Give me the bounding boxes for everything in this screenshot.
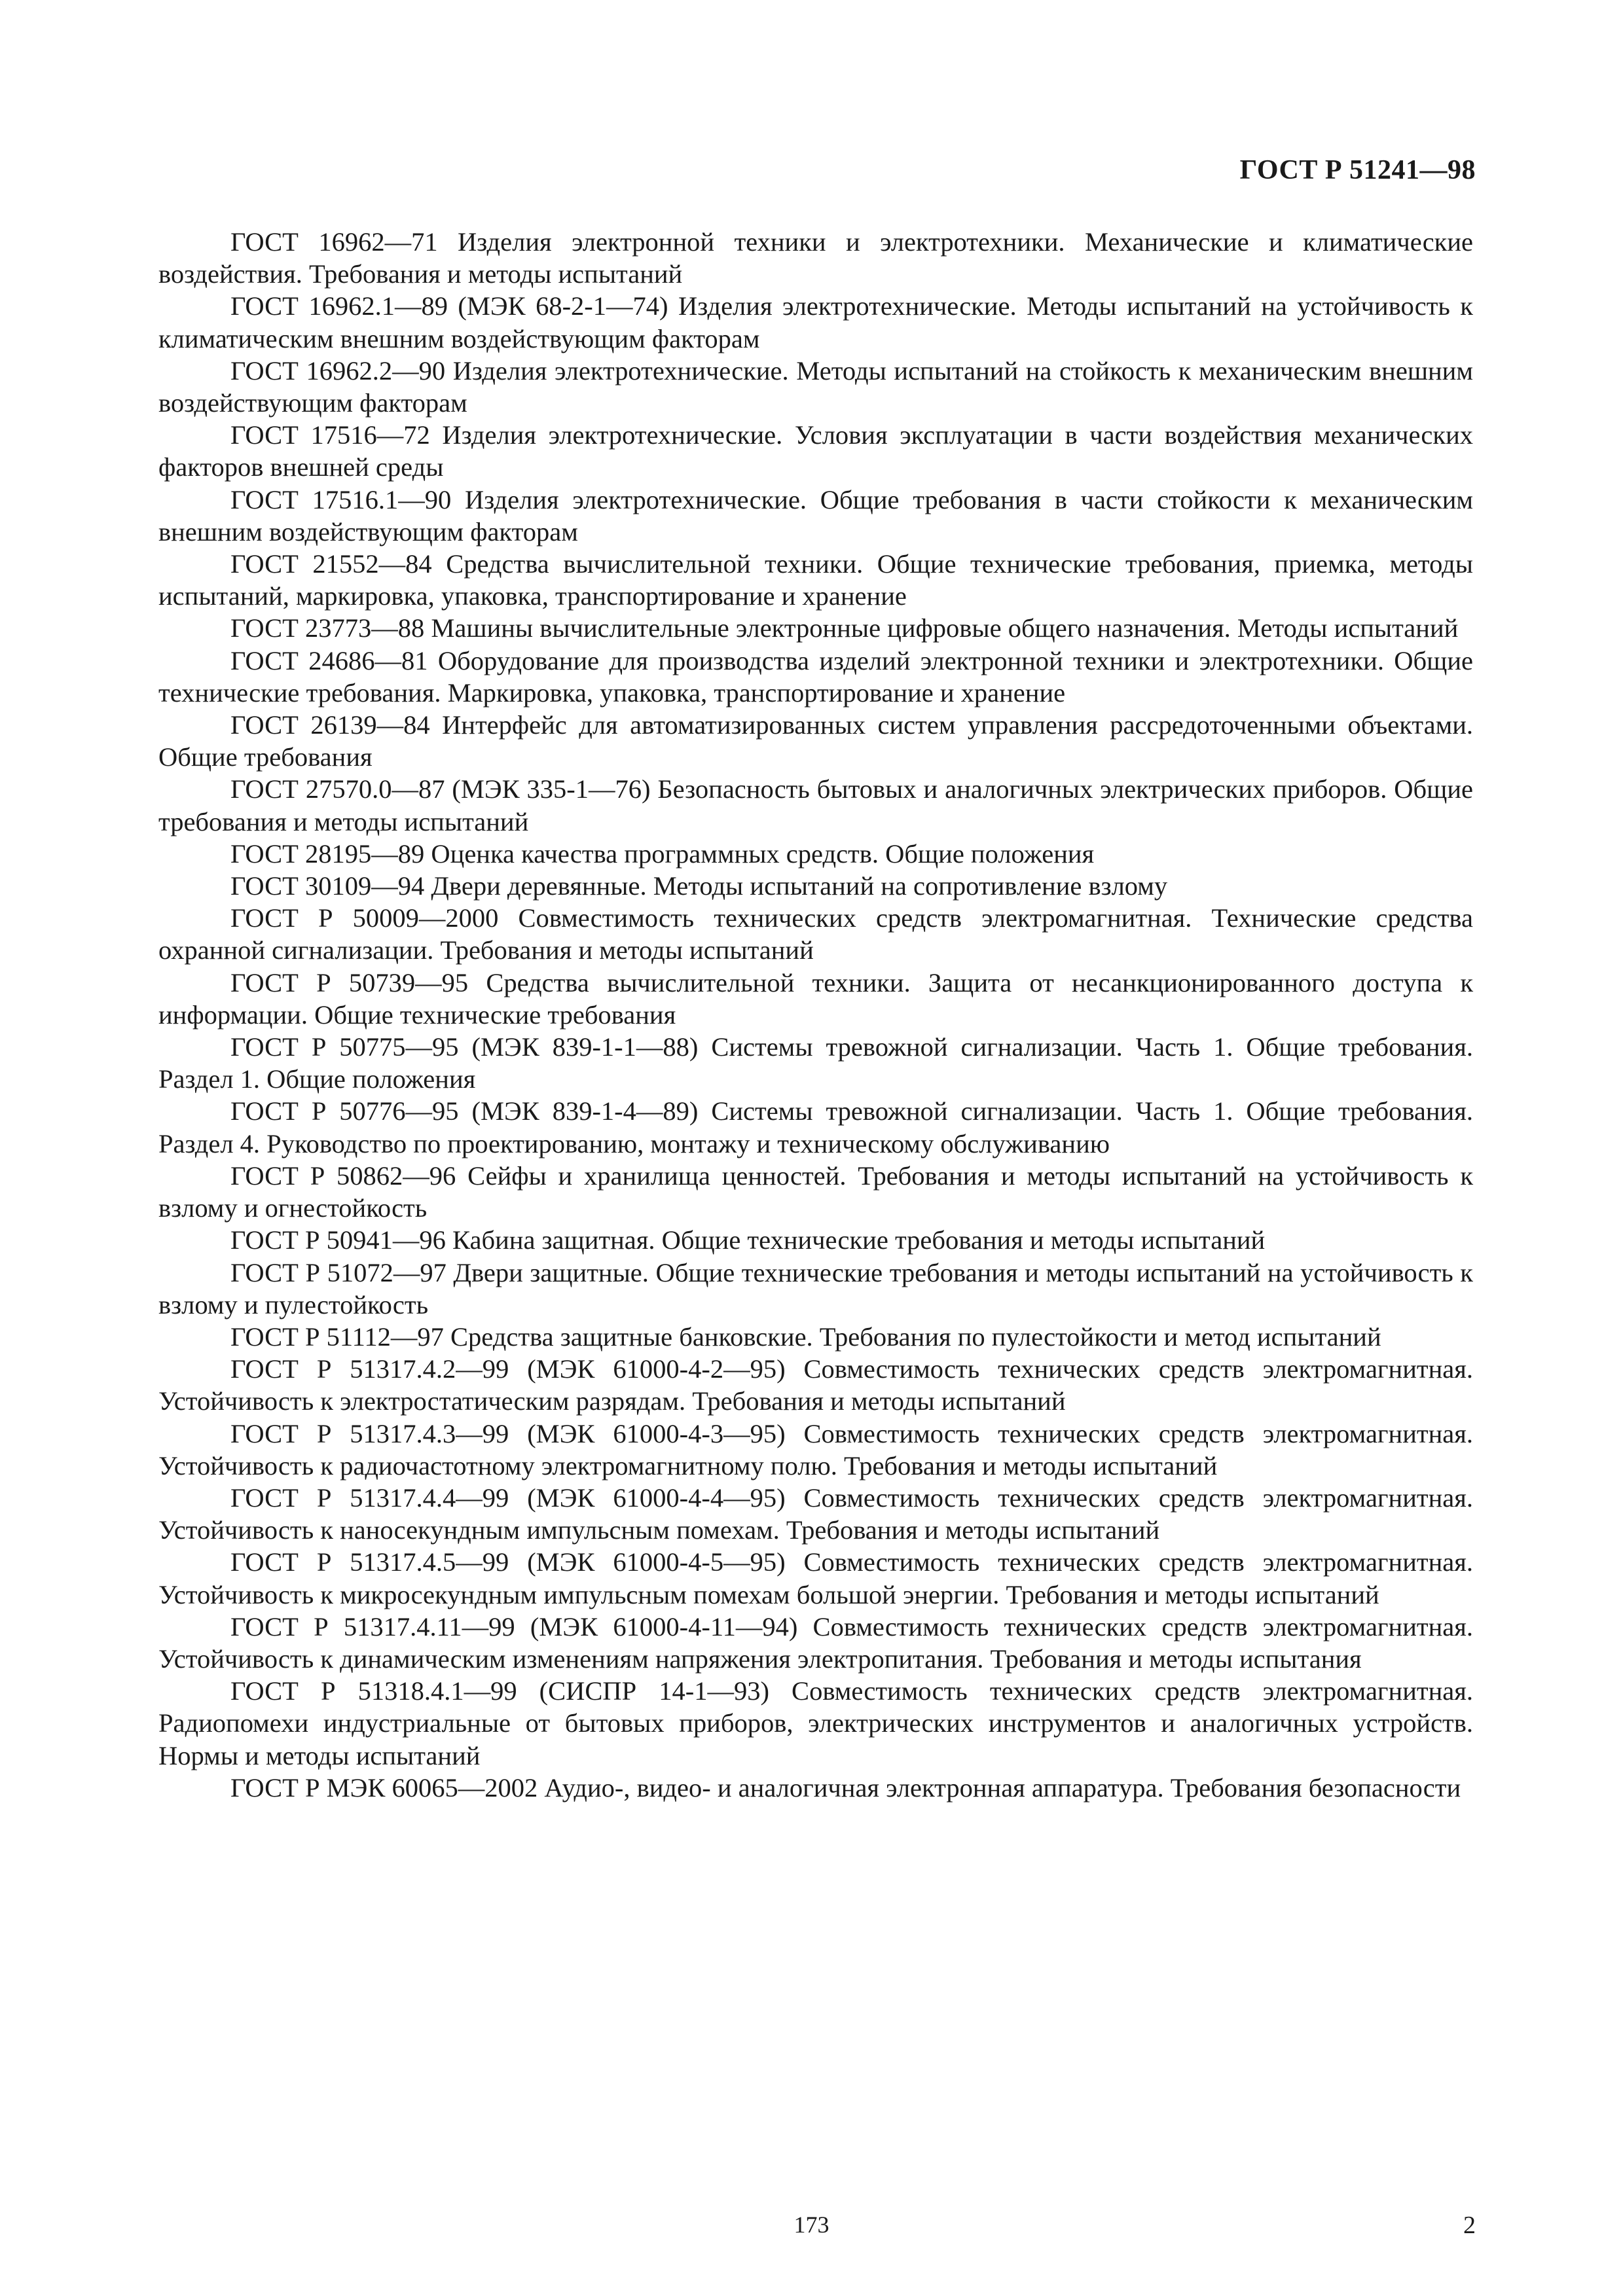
- reference-item: ГОСТ Р 51318.4.1—99 (СИСПР 14-1—93) Совместимость технических средств электромагнитная. Радиопомехи индустриальные от бытовых приборов, электрических инструментов и аналогичных устройств. Нормы и методы испытаний: [158, 1676, 1473, 1770]
- reference-item: ГОСТ Р 51317.4.3—99 (МЭК 61000-4-3—95) Совместимость технических средств электромагнитная. Устойчивость к радиочастотному электромагнитному полю. Требования и методы испытаний: [158, 1418, 1473, 1480]
- reference-item: ГОСТ Р 51317.4.4—99 (МЭК 61000-4-4—95) Совместимость технических средств электромагнитная. Устойчивость к наносекундным импульсным помехам. Требования и методы испытаний: [158, 1482, 1473, 1545]
- reference-item: ГОСТ 26139—84 Интерфейс для автоматизированных систем управления рассредоточенными объектами. Общие требования: [158, 710, 1473, 772]
- reference-item: ГОСТ 16962.1—89 (МЭК 68-2-1—74) Изделия электротехнические. Методы испытаний на устойчивость к климатическим внешним воздействующим факторам: [158, 291, 1473, 353]
- reference-item: ГОСТ 27570.0—87 (МЭК 335-1—76) Безопасность бытовых и аналогичных электрических приборов. Общие требования и методы испытаний: [158, 774, 1473, 836]
- reference-item: ГОСТ 24686—81 Оборудование для производства изделий электронной техники и электротехники. Общие технические требования. Маркировка, упаковка, транспортирование и хранение: [158, 645, 1473, 708]
- reference-item: ГОСТ 16962—71 Изделия электронной техники и электротехники. Механические и климатические воздействия. Требования и методы испытаний: [158, 227, 1473, 289]
- reference-item: ГОСТ Р 51317.4.2—99 (МЭК 61000-4-2—95) Совместимость технических средств электромагнитная. Устойчивость к электростатическим разрядам. Требования и методы испытаний: [158, 1354, 1473, 1416]
- reference-list: [158, 226, 1473, 1804]
- sheet-number: 2: [1463, 2212, 1476, 2239]
- reference-item: ГОСТ Р 50862—96 Сейфы и хранилища ценностей. Требования и методы испытаний на устойчивость к взлому и огнестойкость: [158, 1160, 1473, 1223]
- reference-item: ГОСТ 17516—72 Изделия электротехнические. Условия эксплуатации в части воздействия механических факторов внешней среды: [158, 420, 1473, 482]
- page-number: 173: [793, 2212, 830, 2238]
- reference-item: ГОСТ 17516.1—90 Изделия электротехнические. Общие требования в части стойкости к механическим внешним воздействующим факторам: [158, 484, 1473, 547]
- reference-item: ГОСТ Р 51112—97 Средства защитные банковские. Требования по пулестойкости и метод испытаний: [230, 1321, 1381, 1352]
- reference-item: ГОСТ Р 50009—2000 Совместимость технических средств электромагнитная. Технические средства охранной сигнализации. Требования и методы испытаний: [158, 903, 1473, 965]
- reference-item: ГОСТ 16962.2—90 Изделия электротехнические. Методы испытаний на стойкость к механическим внешним воздействующим факторам: [158, 355, 1473, 418]
- reference-item: ГОСТ Р 50941—96 Кабина защитная. Общие технические требования и методы испытаний: [230, 1225, 1266, 1255]
- reference-item: ГОСТ Р 50776—95 (МЭК 839-1-4—89) Системы тревожной сигнализации. Часть 1. Общие требования. Раздел 4. Руководство по проектированию, монтажу и техническому обслуживанию: [158, 1096, 1473, 1158]
- reference-item: ГОСТ Р 50775—95 (МЭК 839-1-1—88) Системы тревожной сигнализации. Часть 1. Общие требования. Раздел 1. Общие положения: [158, 1032, 1473, 1094]
- reference-item: ГОСТ Р МЭК 60065—2002 Аудио-, видео- и аналогичная электронная аппаратура. Требования безопасности: [230, 1772, 1461, 1803]
- reference-item: ГОСТ 28195—89 Оценка качества программных средств. Общие положения: [230, 838, 1095, 869]
- reference-item: ГОСТ Р 51317.4.11—99 (МЭК 61000-4-11—94) Совместимость технических средств электромагнитная. Устойчивость к динамическим изменениям напряжения электропитания. Требования и методы испытания: [158, 1611, 1473, 1674]
- reference-item: ГОСТ 23773—88 Машины вычислительные электронные цифровые общего назначения. Методы испытаний: [230, 613, 1459, 643]
- reference-item: ГОСТ Р 51317.4.5—99 (МЭК 61000-4-5—95) Совместимость технических средств электромагнитная. Устойчивость к микросекундным импульсным помехам большой энергии. Требования и методы испытаний: [158, 1547, 1473, 1609]
- document-code-header: ГОСТ Р 51241—98: [1239, 155, 1476, 185]
- reference-item: ГОСТ 30109—94 Двери деревянные. Методы испытаний на сопротивление взлому: [230, 871, 1168, 901]
- reference-item: ГОСТ Р 50739—95 Средства вычислительной техники. Защита от несанкционированного доступа к информации. Общие технические требования: [158, 967, 1473, 1030]
- reference-item: ГОСТ 21552—84 Средства вычислительной техники. Общие технические требования, приемка, методы испытаний, маркировка, упаковка, транспортирование и хранение: [158, 549, 1473, 611]
- reference-item: ГОСТ Р 51072—97 Двери защитные. Общие технические требования и методы испытаний на устойчивость к взлому и пулестойкость: [158, 1257, 1473, 1319]
